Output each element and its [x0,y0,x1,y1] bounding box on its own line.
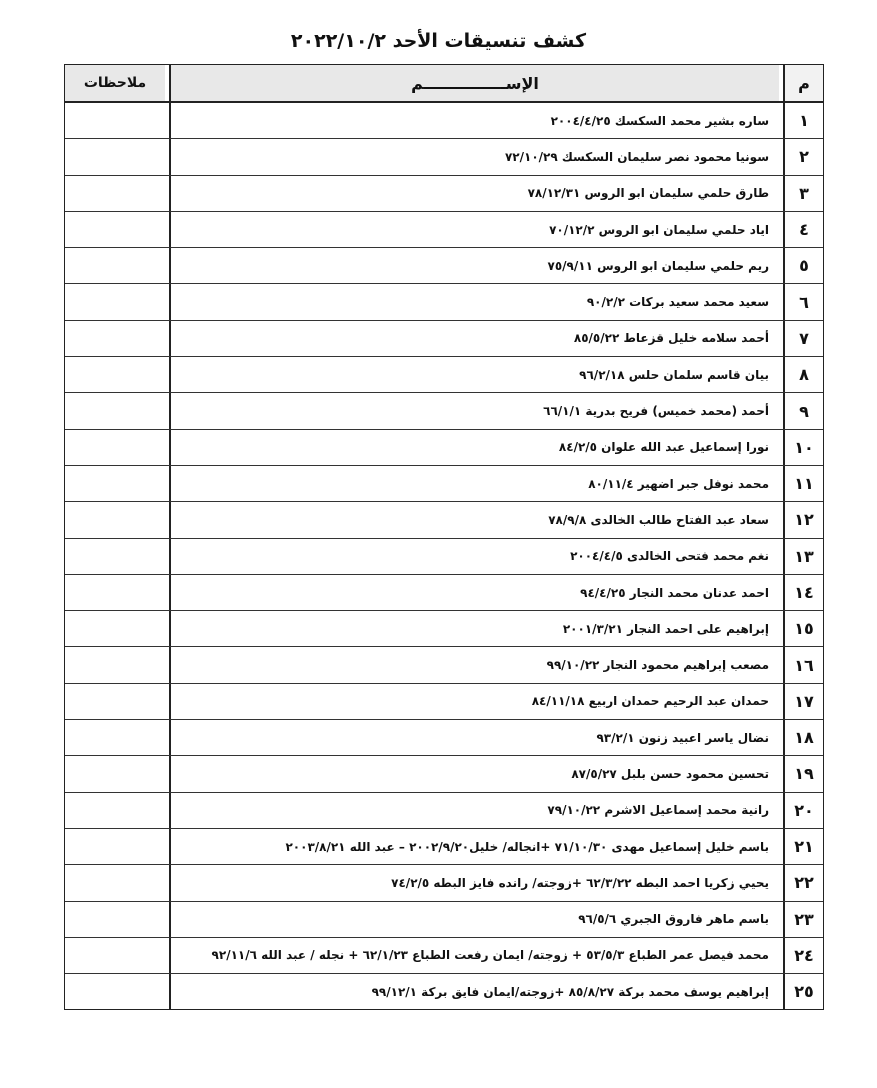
row-notes [65,212,165,247]
table-row [65,647,823,683]
row-name: مصعب إبراهيم محمود النجار ٩٩/١٠/٢٢ [169,647,779,682]
table-row [65,466,823,502]
row-number: ١٦ [783,647,823,682]
row-name: ريم حلمي سليمان ابو الروس ٧٥/٩/١١ [169,248,779,283]
table-row [65,611,823,647]
table-row [65,793,823,829]
row-notes [65,502,165,537]
row-notes [65,865,165,900]
row-notes [65,321,165,356]
row-name: نضال ياسر اعبيد زنون ٩٣/٢/١ [169,720,779,755]
table-row [65,284,823,320]
row-name: أحمد سلامه خليل قزعاط ٨٥/٥/٢٢ [169,321,779,356]
table-row [65,865,823,901]
row-notes [65,902,165,937]
row-number: ٢٢ [783,865,823,900]
row-number: ٣ [783,176,823,211]
row-name: إبراهيم على احمد النجار ٢٠٠١/٣/٢١ [169,611,779,646]
row-number: ٨ [783,357,823,392]
row-notes [65,357,165,392]
row-notes [65,647,165,682]
table-row [65,176,823,212]
row-notes [65,103,165,138]
row-name: محمد فيصل عمر الطباع ٥٣/٥/٣ + زوجته/ ايمان رفعت الطباع ٦٢/١/٢٣ + نجله / عبد الله ٩٢/١١/٦ [169,938,779,973]
row-number: ١٧ [783,684,823,719]
row-name: احمد عدنان محمد النجار ٩٤/٤/٢٥ [169,575,779,610]
row-name: سونيا محمود نصر سليمان السكسك ٧٢/١٠/٢٩ [169,139,779,174]
row-name: طارق حلمي سليمان ابو الروس ٧٨/١٢/٣١ [169,176,779,211]
row-number: ١٤ [783,575,823,610]
row-number: ١ [783,103,823,138]
row-number: ٢٤ [783,938,823,973]
header-name: الإســـــــــــــــم [169,65,779,101]
row-name: باسم خليل إسماعيل مهدى ٧١/١٠/٣٠ +انجاله/ خليل٢٠٠٢/٩/٢٠ – عبد الله ٢٠٠٣/٨/٢١ [169,829,779,864]
table-body [65,103,823,1009]
document-title: كشف تنسيقات الأحد ٢٠٢٢/١٠/٢ [290,30,587,52]
row-notes [65,756,165,791]
row-number: ٦ [783,284,823,319]
table-header [65,65,823,103]
table-row [65,974,823,1009]
row-name: أحمد (محمد خميس) فريح بدرية ٦٦/١/١ [169,393,779,428]
table-row [65,938,823,974]
row-name: اياد حلمي سليمان ابو الروس ٧٠/١٢/٢ [169,212,779,247]
row-notes [65,575,165,610]
table-row [65,539,823,575]
row-name: بيان قاسم سلمان حلس ٩٦/٢/١٨ [169,357,779,392]
row-number: ١١ [783,466,823,501]
row-name: نغم محمد فتحى الخالدى ٢٠٠٤/٤/٥ [169,539,779,574]
row-name: سعاد عبد الفتاح طالب الخالدى ٧٨/٩/٨ [169,502,779,537]
table-row [65,357,823,393]
row-number: ١٩ [783,756,823,791]
row-name: حمدان عبد الرحيم حمدان اربيع ٨٤/١١/١٨ [169,684,779,719]
header-num: م [783,65,823,101]
row-number: ١٥ [783,611,823,646]
row-number: ١٠ [783,430,823,465]
row-number: ١٣ [783,539,823,574]
row-number: ١٨ [783,720,823,755]
table-row [65,502,823,538]
row-number: ٢٥ [783,974,823,1009]
row-notes [65,611,165,646]
row-notes [65,466,165,501]
row-name: نورا إسماعيل عبد الله علوان ٨٤/٢/٥ [169,430,779,465]
row-notes [65,139,165,174]
table-row [65,248,823,284]
row-number: ٢ [783,139,823,174]
row-number: ٤ [783,212,823,247]
table-row [65,393,823,429]
row-notes [65,720,165,755]
names-table [64,64,824,1010]
row-number: ٢٠ [783,793,823,828]
table-row [65,321,823,357]
row-notes [65,284,165,319]
table-row [65,902,823,938]
table-row [65,212,823,248]
row-name: إبراهيم يوسف محمد بركة ٨٥/٨/٢٧ +زوجته/ايمان فايق بركة ٩٩/١٢/١ [169,974,779,1009]
row-number: ٩ [783,393,823,428]
row-notes [65,684,165,719]
row-notes [65,793,165,828]
row-notes [65,829,165,864]
row-notes [65,176,165,211]
row-notes [65,248,165,283]
table-row [65,575,823,611]
row-name: باسم ماهر فاروق الجبري ٩٦/٥/٦ [169,902,779,937]
row-name: سعيد محمد سعيد بركات ٩٠/٢/٢ [169,284,779,319]
row-notes [65,974,165,1009]
row-number: ٥ [783,248,823,283]
table-row [65,430,823,466]
row-notes [65,938,165,973]
row-name: محمد نوفل جبر اضهير ٨٠/١١/٤ [169,466,779,501]
row-number: ٢١ [783,829,823,864]
table-row [65,684,823,720]
table-row [65,103,823,139]
table-row [65,829,823,865]
row-name: تحسين محمود حسن بلبل ٨٧/٥/٢٧ [169,756,779,791]
row-name: رانية محمد إسماعيل الاشرم ٧٩/١٠/٢٢ [169,793,779,828]
row-number: ٧ [783,321,823,356]
row-name: يحيي زكريا احمد البطه ٦٢/٣/٢٢ +زوجته/ رانده فايز البطه ٧٤/٢/٥ [169,865,779,900]
table-row [65,720,823,756]
row-name: ساره بشير محمد السكسك ٢٠٠٤/٤/٢٥ [169,103,779,138]
row-number: ٢٣ [783,902,823,937]
row-number: ١٢ [783,502,823,537]
row-notes [65,430,165,465]
row-notes [65,539,165,574]
header-notes: ملاحظات [65,65,165,101]
table-row [65,139,823,175]
row-notes [65,393,165,428]
table-row [65,756,823,792]
